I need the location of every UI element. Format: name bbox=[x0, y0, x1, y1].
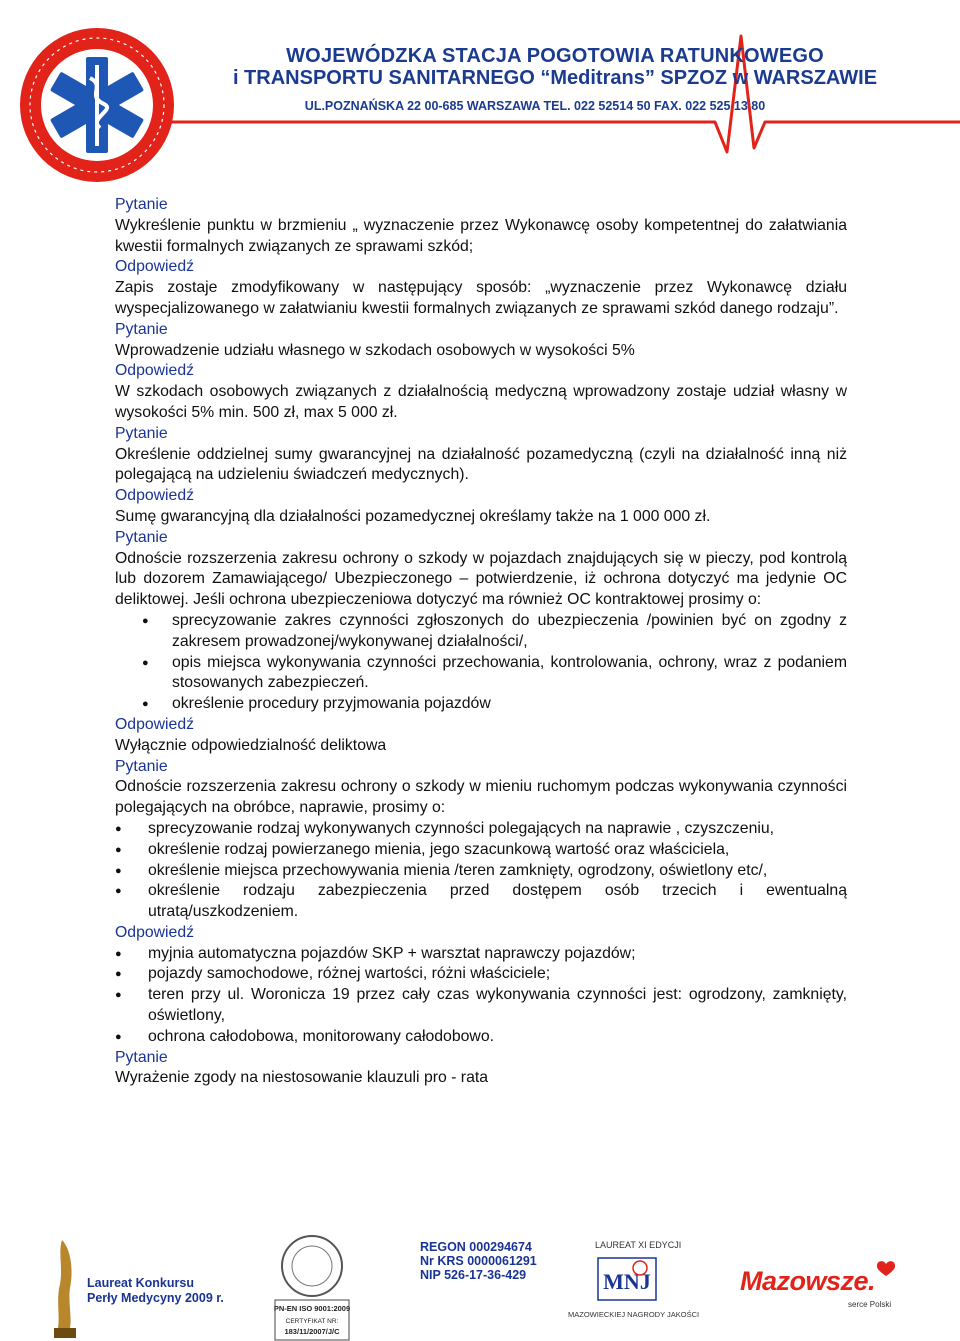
cert-line1: PN-EN ISO 9001:2009 bbox=[273, 1304, 351, 1313]
list-item: ● określenie procedury przyjmowania pojazdów bbox=[115, 694, 847, 715]
institution-address: UL.POZNAŃSKA 22 00-685 WARSZAWA TEL. 022 52514 50 FAX. 022 525 13 80 bbox=[304, 99, 766, 113]
mnj-logo-icon bbox=[598, 1258, 656, 1300]
laureat-line1: Laureat Konkursu bbox=[87, 1276, 194, 1290]
answer-label: Odpowiedź bbox=[115, 362, 195, 380]
question-bullet-list bbox=[115, 611, 847, 715]
mnj-award-title: LAUREAT XI EDYCJI bbox=[595, 1240, 682, 1250]
registration-numbers bbox=[420, 1240, 537, 1282]
question-text: Odnoście rozszerzenia zakresu ochrony o szkody w pojazdach znajdujących się w pieczy, pod kontrolą lub dozorem Zamawiającego/ Ubezpieczonego – potwierdzenie, iż ochrona dotyczyć ma jedynie OC deliktowej. Jeśli ochrona ubezpieczeniowa dotyczyć ma również OC kontraktowej prosimy o: bbox=[115, 549, 847, 609]
list-item: ● określenie rodzaju zabezpieczenia przed dostępem osób trzecich i ewentualną utratą/uszkodzeniem. bbox=[115, 881, 847, 923]
laureat-award bbox=[87, 1276, 224, 1306]
certification-seal-icon bbox=[274, 1236, 350, 1340]
list-item: ● ochrona całodobowa, monitorowany całodobowo. bbox=[115, 1027, 847, 1048]
answer-text: W szkodach osobowych związanych z działalnością medyczną wprowadzony zostaje udział własny w wysokości 5% min. 500 zł, max 5 000 zł. bbox=[115, 383, 847, 421]
cert-line2: CERTYFIKAT NR: bbox=[285, 1318, 339, 1325]
list-item: ● teren przy ul. Woronicza 19 przez cały czas wykonywania czynności jest: ogrodzony, zamknięty, oświetlony, bbox=[115, 985, 847, 1027]
institution-title: WOJEWÓDZKA STACJA POGOTOWIA RATUNKOWEGO bbox=[286, 45, 824, 67]
answer-label: Odpowiedź bbox=[115, 715, 195, 733]
question-label: Pytanie bbox=[115, 196, 168, 213]
answer-text: Zapis zostaje zmodyfikowany w następujący sposób: „wyznaczenie przez Wykonawcę działu wyspecjalizowanego w załatwianiu kwestii formalnych związanych ze sprawami szkód danego rodzaju”. bbox=[115, 279, 847, 317]
list-item: ● myjnia automatyczna pojazdów SKP + warsztat naprawczy pojazdów; bbox=[115, 944, 847, 965]
document-body bbox=[115, 195, 847, 1089]
mazowsze-slogan: serce Polski bbox=[848, 1300, 892, 1309]
list-item: ● pojazdy samochodowe, różnej wartości, różni właściciele; bbox=[115, 964, 847, 985]
krs-number: Nr KRS 0000061291 bbox=[420, 1254, 537, 1268]
header-graphics bbox=[0, 0, 960, 190]
answer-label: Odpowiedź bbox=[115, 487, 195, 505]
letterhead bbox=[0, 0, 960, 190]
regon-number: REGON 000294674 bbox=[420, 1240, 532, 1254]
mnj-award-subtitle: MAZOWIECKIEJ NAGRODY JAKOŚCI bbox=[568, 1310, 700, 1319]
footer bbox=[0, 1228, 960, 1341]
question-label: Pytanie bbox=[115, 424, 168, 442]
statuette-icon bbox=[54, 1240, 76, 1338]
answer-label: Odpowiedź bbox=[115, 923, 195, 941]
question-text: Wyrażenie zgody na niestosowanie klauzuli pro - rata bbox=[115, 1069, 489, 1087]
mazowsze-logo-text: Mazowsze. bbox=[740, 1266, 876, 1296]
question-text: Wykreślenie punktu w brzmieniu „ wyznaczenie przez Wykonawcę osoby kompetentnej do załatwiania kwestii formalnych związanych ze sprawami szkód; bbox=[115, 216, 847, 255]
answer-label: Odpowiedź bbox=[115, 258, 195, 276]
list-item: ● sprecyzowanie zakres czynności zgłoszonych do ubezpieczenia /powinien być on zgodny z zakresem prowadzonej/wykonywanej działalności/, bbox=[115, 611, 847, 653]
question-text: Odnoście rozszerzenia zakresu ochrony o szkody w mieniu ruchomym podczas wykonywania czynności polegających na obróbce, naprawie, prosimy o: bbox=[115, 778, 847, 817]
question-label: Pytanie bbox=[115, 528, 168, 546]
cert-line3: 183/11/2007/J/C bbox=[284, 1327, 340, 1336]
question-text: Określenie oddzielnej sumy gwarancyjnej na działalność pozamedyczną (czyli na działalność inną niż polegającą na udzieleniu świadczeń medycznych). bbox=[115, 445, 847, 484]
mazowsze-heart-icon bbox=[877, 1261, 895, 1276]
laureat-line2: Perły Medycyny 2009 r. bbox=[87, 1291, 224, 1305]
question-text: Wprowadzenie udziału własnego w szkodach osobowych w wysokości 5% bbox=[115, 341, 635, 359]
answer-text: Sumę gwarancyjną dla działalności pozamedycznej określamy także na 1 000 000 zł. bbox=[115, 507, 711, 525]
question-label: Pytanie bbox=[115, 1048, 168, 1066]
nip-number: NIP 526-17-36-429 bbox=[420, 1268, 527, 1282]
question-bullet-list bbox=[115, 819, 847, 923]
answer-text: Wyłącznie odpowiedzialność deliktowa bbox=[115, 736, 387, 754]
question-label: Pytanie bbox=[115, 757, 168, 775]
answer-bullet-list bbox=[115, 944, 847, 1048]
institution-subtitle: i TRANSPORTU SANITARNEGO “Meditrans” SPZOZ w WARSZAWIE bbox=[232, 67, 878, 89]
list-item: ● opis miejsca wykonywania czynności przechowania, kontrolowania, ochrony, wraz z podaniem stosowanych zabezpieczeń. bbox=[115, 653, 847, 695]
question-label: Pytanie bbox=[115, 320, 168, 338]
list-item: ● sprecyzowanie rodzaj wykonywanych czynności polegających na naprawie , czyszczeniu, bbox=[115, 819, 847, 840]
list-item: ● określenie rodzaj powierzanego mienia, jego szacunkową wartość oraz właściciela, bbox=[115, 840, 847, 861]
list-item: ● określenie miejsca przechowywania mienia /teren zamknięty, ogrodzony, oświetlony etc/, bbox=[115, 861, 847, 882]
mnj-logo-text: MNJ bbox=[603, 1269, 651, 1294]
